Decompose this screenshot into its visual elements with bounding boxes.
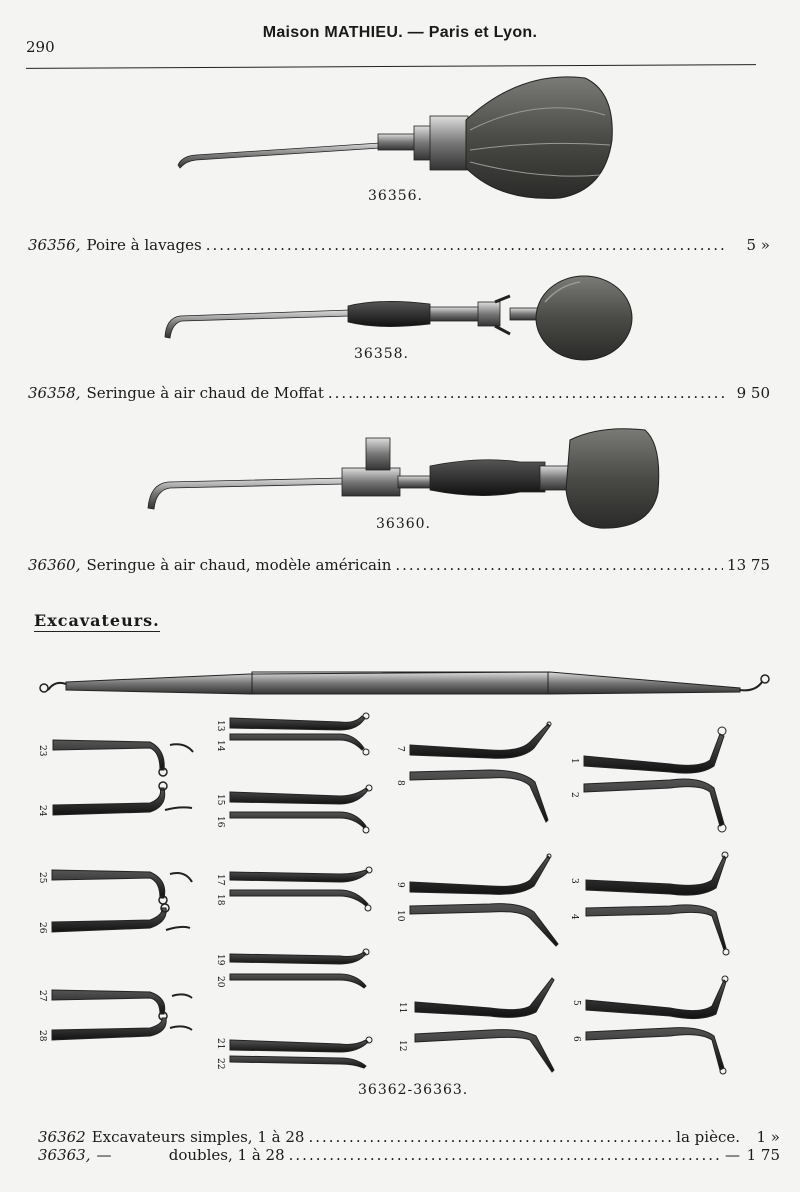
excavators-col3 xyxy=(410,722,558,1072)
page-number: 290 xyxy=(26,38,55,56)
dot-leader xyxy=(206,236,726,254)
excavators-col4 xyxy=(584,727,729,1074)
dot-leader xyxy=(289,1146,721,1164)
num-9: 9 xyxy=(395,882,405,888)
num-25: 25 xyxy=(37,872,47,884)
pear-syringe-illustration xyxy=(178,77,612,199)
num-28: 28 xyxy=(37,1030,47,1042)
entry-description: — doubles, 1 à 28 xyxy=(96,1146,285,1164)
entry-number: 36356, xyxy=(28,236,81,254)
excavators-col2 xyxy=(230,713,372,1068)
entry-description: Poire à lavages xyxy=(86,236,202,254)
num-10: 10 xyxy=(395,910,405,922)
num-7: 7 xyxy=(395,746,405,752)
entry-price: 5 » xyxy=(746,236,770,254)
entry-number: 36360, xyxy=(28,556,81,574)
entry-price: 1 75 xyxy=(746,1146,780,1164)
entry-price: 1 » xyxy=(756,1128,780,1146)
num-19: 19 xyxy=(215,954,225,966)
num-18: 18 xyxy=(215,894,225,906)
dot-leader xyxy=(395,556,723,574)
entry-description: Excavateurs simples, 1 à 28 xyxy=(91,1128,305,1146)
num-4: 4 xyxy=(569,914,579,920)
entry-number: 36363, xyxy=(38,1146,91,1164)
american-syringe-illustration xyxy=(148,429,659,528)
catalogue-entry xyxy=(28,236,770,254)
section-heading: Excavateurs. xyxy=(34,611,160,630)
num-5: 5 xyxy=(571,1000,581,1006)
figure-caption-36362: 36362-36363. xyxy=(358,1082,469,1098)
entry-number: 36362 xyxy=(38,1128,86,1146)
figure-caption-36356: 36356. xyxy=(368,188,423,204)
running-header: Maison MATHIEU. — Paris et Lyon. xyxy=(262,24,538,41)
num-6: 6 xyxy=(571,1036,581,1042)
entry-number: 36358, xyxy=(28,384,81,402)
catalogue-entry xyxy=(38,1146,780,1164)
figure-caption-36358: 36358. xyxy=(354,346,409,362)
num-16: 16 xyxy=(215,816,225,828)
num-1: 1 xyxy=(569,758,579,764)
num-15: 15 xyxy=(215,794,225,806)
dot-leader xyxy=(328,384,726,402)
entry-unit: la pièce. xyxy=(676,1128,740,1146)
num-2: 2 xyxy=(569,792,579,798)
entry-description: Seringue à air chaud, modèle américain xyxy=(86,556,392,574)
num-22: 22 xyxy=(215,1058,225,1070)
num-11: 11 xyxy=(397,1002,407,1014)
entry-price: 13 75 xyxy=(727,556,770,574)
entry-description: Seringue à air chaud de Moffat xyxy=(86,384,324,402)
num-26: 26 xyxy=(37,922,47,934)
catalogue-entry xyxy=(38,1128,780,1146)
num-24: 24 xyxy=(37,805,47,817)
catalogue-entry xyxy=(28,384,770,402)
num-3: 3 xyxy=(569,878,579,884)
num-23: 23 xyxy=(37,745,47,757)
dot-leader xyxy=(308,1128,672,1146)
excavators-col1 xyxy=(52,740,193,1040)
num-21: 21 xyxy=(215,1038,225,1050)
entry-unit: — xyxy=(725,1146,740,1164)
num-20: 20 xyxy=(215,976,225,988)
entry-price: 9 50 xyxy=(736,384,770,402)
num-13: 13 xyxy=(215,720,225,732)
num-8: 8 xyxy=(395,780,405,786)
catalogue-entry xyxy=(28,556,770,574)
num-27: 27 xyxy=(37,990,47,1002)
num-17: 17 xyxy=(215,874,225,886)
num-14: 14 xyxy=(215,740,225,752)
figure-caption-36360: 36360. xyxy=(376,516,431,532)
double-excavator-illustration xyxy=(40,672,769,694)
num-12: 12 xyxy=(397,1040,407,1052)
